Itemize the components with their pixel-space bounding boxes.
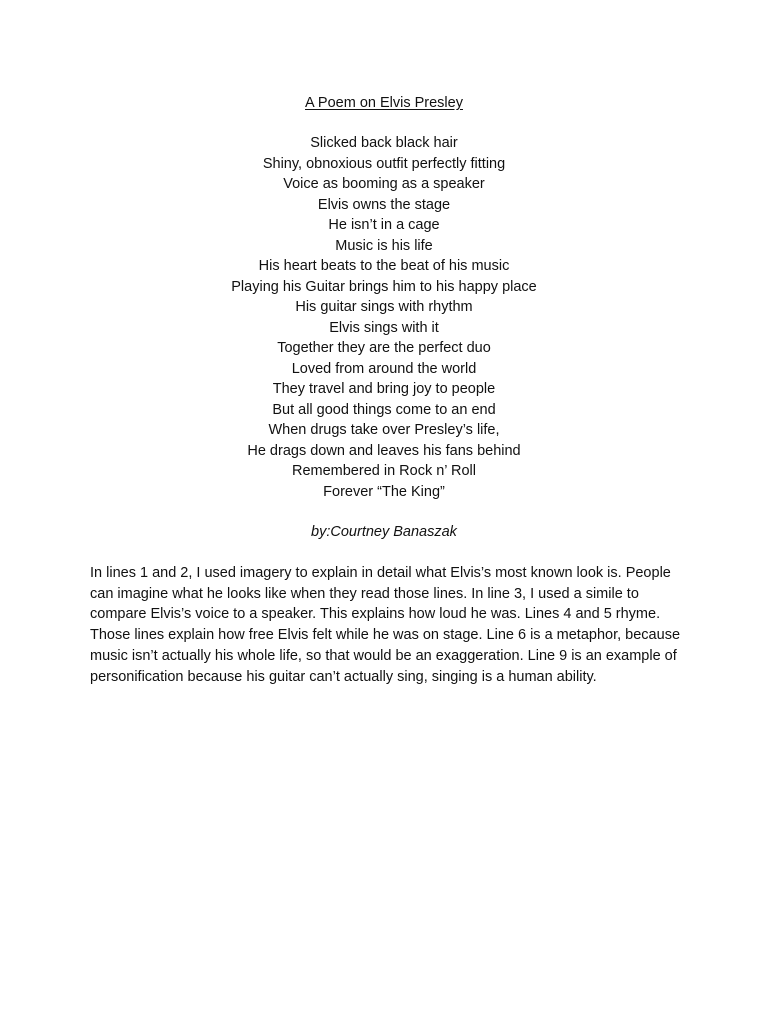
poem-line: When drugs take over Presley’s life, [268,422,500,438]
poem-line: Music is his life [335,237,433,254]
document-title: A Poem on Elvis Presley [305,95,463,111]
poem-line: His guitar sings with rhythm [295,299,473,315]
poem-line: Remembered in Rock n’ Roll [291,463,476,479]
poem [0,133,768,502]
poem-line: Together they are the perfect duo [277,340,491,356]
poem-line: But all good things come to an end [272,401,496,418]
poem-line: He drags down and leaves his fans behind [247,442,521,459]
poem-line: Slicked back black hair [310,135,458,151]
poem-line: Elvis owns the stage [317,196,451,213]
poem-line: Elvis sings with it [329,319,439,336]
poem-line: His heart beats to the beat of his music [258,258,510,274]
poem-line: Forever “The King” [323,483,445,500]
poem-line: Voice as booming as a speaker [283,176,485,192]
author-byline: by:Courtney Banaszak [311,524,457,540]
poem-line: Shiny, obnoxious outfit perfectly fitting [262,155,506,172]
poem-line: Loved from around the world [291,360,477,377]
poem-line: Playing his Guitar brings him to his happy place [231,278,537,295]
poem-line: They travel and bring joy to people [272,381,496,397]
poem-line: He isn’t in a cage [328,217,440,233]
analysis-paragraph: In lines 1 and 2, I used imagery to explain in detail what Elvis’s most known look is. People can imagine what he looks like when they read those lines. In line 3, I used a simile to compare Elvis’s voice to a speaker. This explains how loud he was. Lines 4 and 5 rhyme. Those lines explain how free Elvis felt while he was on stage. Line 6 is a metaphor, because music isn’t actually his whole life, so that would be an exaggeration. Line 9 is an example of personification because his guitar can’t actually sing, singing is a human ability. [90,565,681,685]
